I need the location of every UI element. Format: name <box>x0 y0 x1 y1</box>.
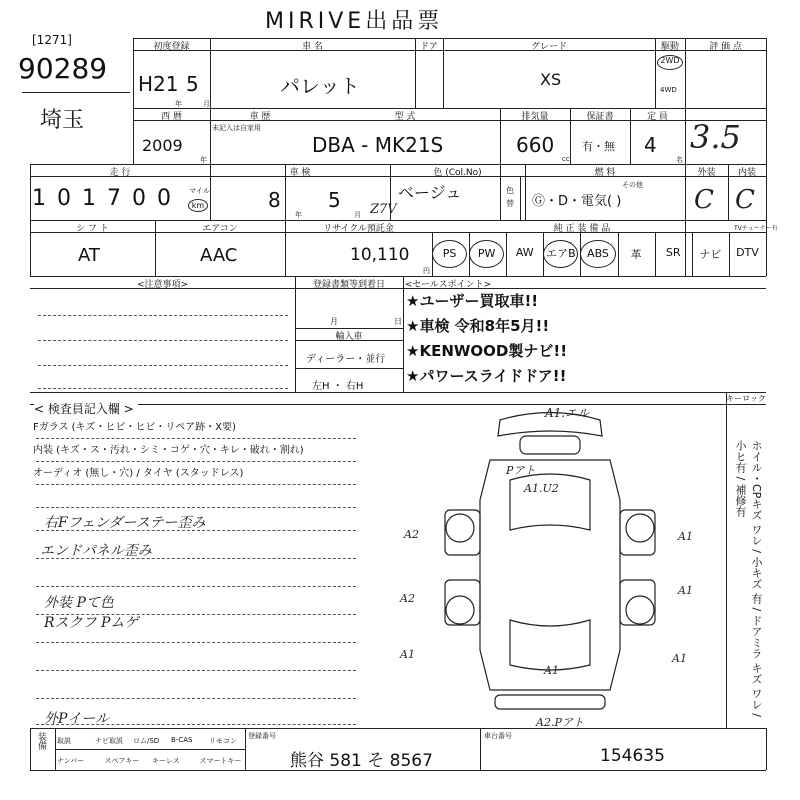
map-front-2: A1.U2 <box>524 482 559 495</box>
plate-label: 登録番号 <box>248 732 276 740</box>
tv-tuner: TVチューナー有 <box>734 225 778 232</box>
map-left-2: A2 <box>400 592 415 605</box>
footer-item: スペアキー <box>104 757 140 765</box>
fuel-other: その他 <box>622 181 643 189</box>
footer-item: ナビ取説 <box>95 737 123 745</box>
footer-label: 装備 <box>36 732 46 750</box>
header-recycle: リサイクル預託金 <box>323 224 394 234</box>
score-value: 3.5 <box>690 118 741 156</box>
regdoc-month: 月 <box>330 317 338 326</box>
capacity-unit: 名 <box>676 156 683 164</box>
header-car-name: 車 名 <box>302 42 323 52</box>
header-import: 輸入車 <box>335 332 363 342</box>
map-right: A1 <box>678 530 693 543</box>
grade-value: XS <box>540 70 562 89</box>
mileage-digit: 1 <box>32 186 46 211</box>
header-chassis-type: 車 歴 <box>249 112 271 122</box>
equipment-item: ナビ <box>699 248 722 261</box>
first-reg-era: H21 <box>138 72 179 96</box>
year-unit: 年 <box>175 100 182 108</box>
aircon-value: AAC <box>200 245 238 266</box>
first-reg-month: 5 <box>186 72 199 96</box>
side-labels: ホイル・CPキズ ワレ / 小キズ 有 / ドアミラ キズ ワレ / 小ヒ有 / 補修有 <box>734 440 763 717</box>
header-model: 型 式 <box>394 112 416 122</box>
mileage-digit: 0 <box>57 186 71 211</box>
inspector-line: 内装 (キズ・ス・汚れ・シミ・コゲ・穴・キレ・破れ・割れ) <box>33 445 304 456</box>
yen-unit: 円 <box>423 267 430 275</box>
capacity-value: 4 <box>644 133 657 157</box>
displacement-value: 660 <box>516 133 555 157</box>
equipment-item: PS <box>432 240 467 268</box>
inspector-header: < 検査員記入欄 > <box>34 400 138 417</box>
footer-item: ナンバー <box>57 757 85 765</box>
header-grade: グレード <box>530 42 567 52</box>
note-4: Rスクフ Pムゲ <box>44 615 139 631</box>
shaken-year: 8 <box>268 188 281 212</box>
model-value: DBA - MK21S <box>312 133 444 157</box>
inspector-line: Fガラス (キズ・ヒビ・ヒビ・リペア跡・X要) <box>33 422 236 433</box>
note-3: 外装 Pて色 <box>44 595 114 611</box>
header-ext: 外装 <box>697 168 716 178</box>
drive-2wd: 2WD <box>657 55 683 70</box>
equipment-item: 革 <box>630 248 642 261</box>
equipment-item: DTV <box>736 246 759 259</box>
color-change: 色替 <box>506 186 514 208</box>
equipment-item: PW <box>469 240 504 268</box>
drive-4wd: 4WD <box>660 86 677 94</box>
recycle-value: 10,110 <box>350 245 410 265</box>
frame-value: 154635 <box>600 746 665 766</box>
map-left-3: A1 <box>400 648 415 661</box>
header-model-year: 西 暦 <box>161 112 182 122</box>
footer-item: ロム/SD <box>133 737 160 745</box>
int-grade: C <box>735 185 755 215</box>
header-fuel: 燃 料 <box>594 168 616 178</box>
header-first-reg: 初度登録 <box>153 42 190 52</box>
note-2: エンドパネル歪み <box>40 543 152 559</box>
map-bottom: A2.Pアト <box>536 716 584 729</box>
shaken-month-unit: 月 <box>354 211 361 219</box>
header-aircon: エアコン <box>202 224 238 234</box>
handle-value: 左H ・ 右H <box>312 381 364 392</box>
sales-point: ★パワースライドドア!! <box>406 367 567 385</box>
sales-point: ★車検 令和8年5月!! <box>406 317 550 335</box>
year-unit-2: 年 <box>200 156 207 164</box>
regdoc-day: 日 <box>394 317 402 326</box>
ext-grade: C <box>694 185 714 215</box>
note-1: 右Fフェンダーステー歪み <box>44 515 206 531</box>
fuel-value: Ⓖ・D・電気( ) <box>532 194 622 209</box>
mileage-digit: 0 <box>157 186 171 211</box>
mileage-digits <box>32 186 182 214</box>
model-year-value: 2009 <box>142 136 183 155</box>
sales-point: ★ユーザー買取車!! <box>406 292 539 310</box>
header-regdoc: 登録書類等到着日 <box>312 280 385 290</box>
map-front: Pアト <box>506 464 536 477</box>
lot-number: 90289 <box>18 52 108 85</box>
shaken-month: 5 <box>328 188 341 212</box>
footer-items <box>55 728 245 770</box>
month-unit: 月 <box>203 100 210 108</box>
header-capacity: 定 員 <box>647 112 668 122</box>
footer-item: B-CAS <box>171 736 193 744</box>
header-caution: <注意事項> <box>136 280 189 290</box>
note-5: 外Pイール <box>44 711 110 727</box>
equipment-item: AW <box>515 246 534 259</box>
equipment-item: ABS <box>580 240 615 268</box>
lot-code: [1271] <box>32 33 72 47</box>
equipment-list <box>432 232 766 276</box>
sales-point: ★KENWOOD製ナビ!! <box>406 342 568 360</box>
map-rear: A1 <box>544 664 559 677</box>
footer-item: スマートキー <box>199 757 242 765</box>
map-right-3: A1 <box>672 652 687 665</box>
cc-unit: cc <box>562 155 570 163</box>
map-left: A2 <box>404 528 419 541</box>
km-label: km <box>188 199 208 212</box>
header-drive: 駆動 <box>660 42 679 52</box>
map-top: A1.エル <box>545 406 590 420</box>
warranty-value: 有・無 <box>582 140 615 153</box>
header-color: 色 (Col.No) <box>433 168 482 178</box>
header-warranty: 保証書 <box>586 112 614 122</box>
header-displacement: 排気量 <box>521 112 549 122</box>
map-right-2: A1 <box>678 584 693 597</box>
shaken-year-unit: 年 <box>295 211 302 219</box>
plate-value: 熊谷 581 そ 8567 <box>290 751 433 771</box>
footer-item: 取説 <box>57 737 71 745</box>
inspector-line: オーディオ (無し・穴) / タイヤ (スタッドレス) <box>33 468 244 479</box>
sheet-title: MIRIVE出品票 <box>265 9 444 34</box>
mileage-digit: 7 <box>107 186 121 211</box>
dealer-value: ディーラー・並行 <box>306 354 386 365</box>
header-door: ドア <box>420 42 438 52</box>
header-int: 内装 <box>737 168 756 178</box>
header-equipment: 純 正 装 備 品 <box>553 224 611 234</box>
color-value: ベージュ <box>398 183 462 202</box>
header-shift: シ フ ト <box>76 224 109 234</box>
frame-label: 車台番号 <box>484 732 512 740</box>
car-body-diagram <box>420 400 680 730</box>
mileage-digit: 0 <box>132 186 146 211</box>
color-code: Z7V <box>370 202 397 217</box>
chassis-note: 未記入は自家用 <box>212 124 261 132</box>
car-name-value: パレット <box>280 74 360 98</box>
footer-item: キーレス <box>152 757 180 765</box>
footer-item: リモコン <box>209 737 237 745</box>
header-sales-point: <セールスポイント> <box>404 280 492 290</box>
header-shaken: 車 検 <box>289 168 311 178</box>
shift-value: AT <box>78 245 100 266</box>
region: 埼玉 <box>40 108 85 133</box>
equipment-item: SR <box>665 246 681 259</box>
mileage-digit: 1 <box>82 186 96 211</box>
equipment-item: エアB <box>543 240 578 268</box>
keylock-header: キーロック <box>726 394 766 403</box>
header-score: 評 価 点 <box>709 42 742 52</box>
mile-label: マイル <box>189 187 210 195</box>
header-mileage: 走 行 <box>109 168 131 178</box>
